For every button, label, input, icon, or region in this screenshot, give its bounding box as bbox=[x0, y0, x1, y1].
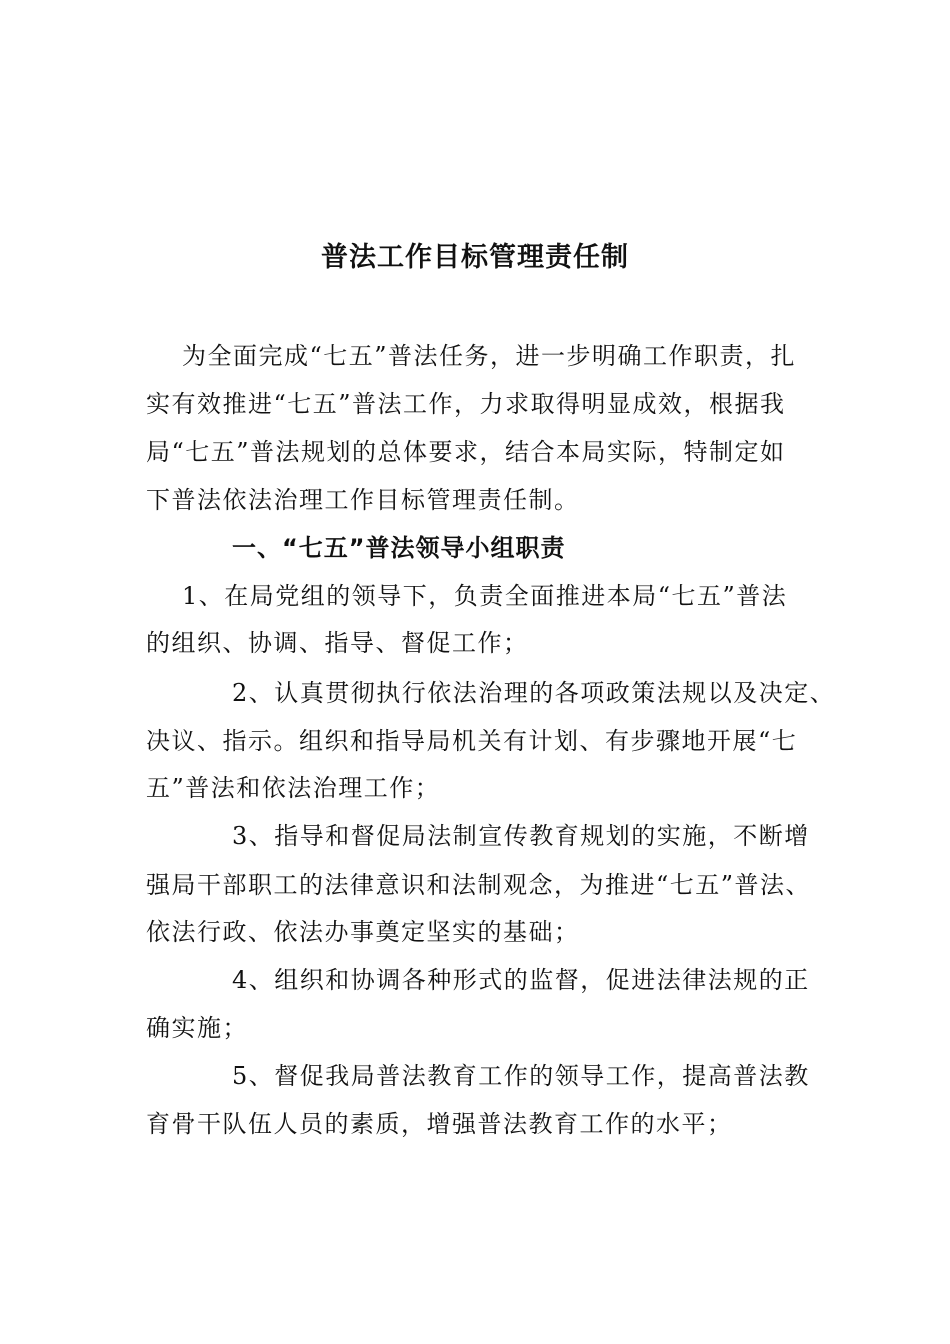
section-heading: 一、“七五”普法领导小组职责 bbox=[232, 534, 566, 562]
item-4-line-1: 4、组织和协调各种形式的监督，促进法律法规的正 bbox=[232, 966, 810, 994]
paragraph-intro-line-3: 局“七五”普法规划的总体要求，结合本局实际，特制定如 bbox=[146, 438, 786, 466]
item-2-line-2: 决议、指示。组织和指导局机关有计划、有步骤地开展“七 bbox=[146, 727, 798, 755]
item-3-line-2: 强局干部职工的法律意识和法制观念，为推进“七五”普法、 bbox=[146, 871, 812, 899]
paragraph-intro-line-2: 实有效推进“七五”普法工作，力求取得明显成效，根据我 bbox=[146, 390, 786, 418]
paragraph-intro-line-4: 下普法依法治理工作目标管理责任制。 bbox=[146, 486, 580, 514]
item-5-line-2: 育骨干队伍人员的素质，增强普法教育工作的水平； bbox=[146, 1110, 733, 1138]
item-3-line-1: 3、指导和督促局法制宣传教育规划的实施，不断增 bbox=[232, 822, 810, 850]
item-3-line-3: 依法行政、依法办事奠定坚实的基础； bbox=[146, 918, 580, 946]
item-4-line-2: 确实施； bbox=[146, 1014, 248, 1042]
item-2-line-3: 五”普法和依法治理工作； bbox=[146, 774, 441, 802]
item-1-line-1: 1、在局党组的领导下，负责全面推进本局“七五”普法 bbox=[182, 582, 788, 610]
item-5-line-1: 5、督促我局普法教育工作的领导工作，提高普法教 bbox=[232, 1062, 810, 1090]
item-1-line-2: 的组织、协调、指导、督促工作； bbox=[146, 629, 529, 657]
item-2-line-1: 2、认真贯彻执行依法治理的各项政策法规以及决定、 bbox=[232, 679, 836, 707]
document-title: 普法工作目标管理责任制 bbox=[321, 242, 629, 273]
paragraph-intro-line-1: 为全面完成“七五”普法任务，进一步明确工作职责，扎 bbox=[182, 342, 797, 370]
